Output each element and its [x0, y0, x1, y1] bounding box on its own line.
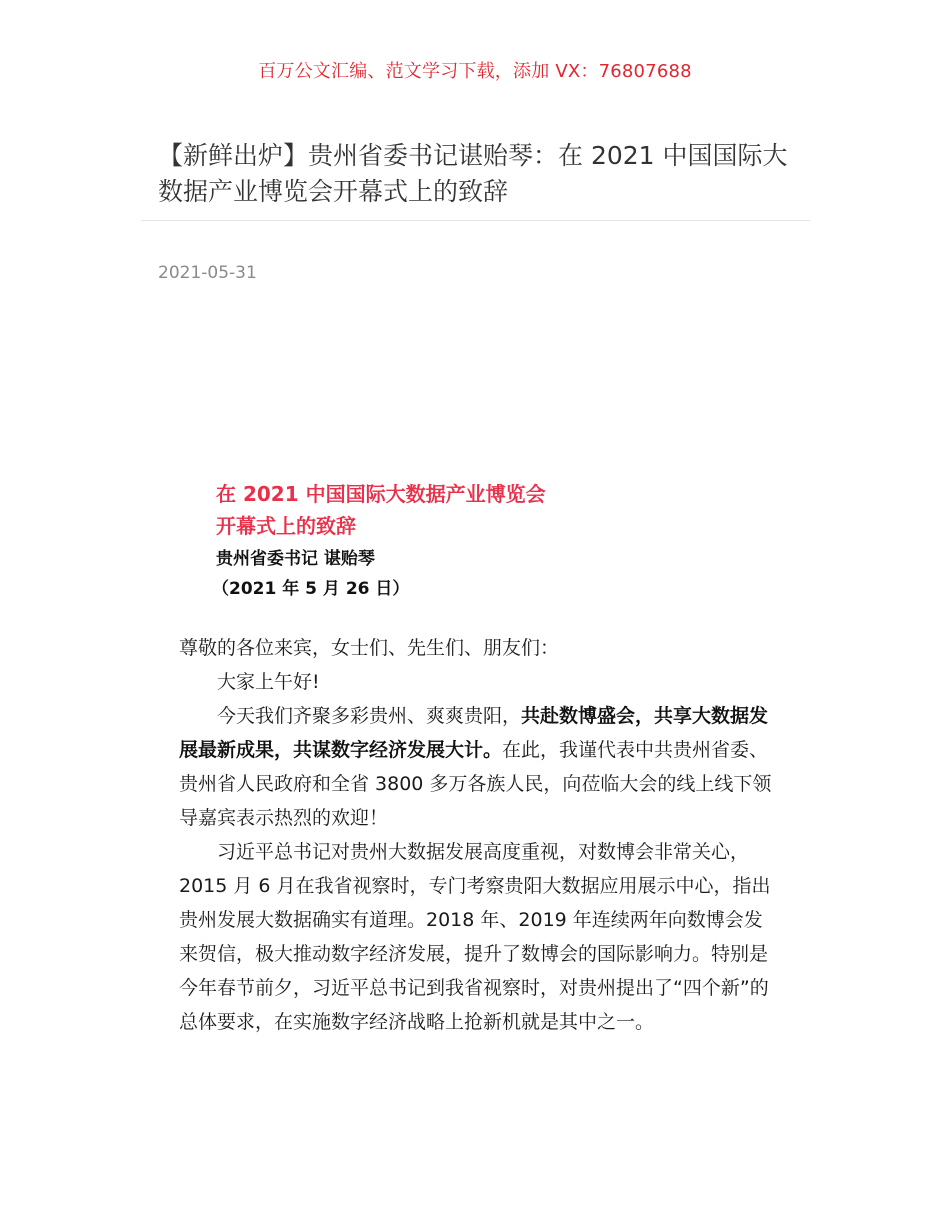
- speech-body: [179, 631, 777, 1039]
- promo-banner: 百万公文汇编、范文学习下载，添加 VX：76807688: [258, 61, 692, 82]
- speech-title-line-1: 在 2021 中国国际大数据产业博览会: [216, 482, 546, 506]
- paragraph-1-bold: 共赴数博盛会，共享大数据发展最新成果，共谋数字经济发展大计。: [179, 705, 769, 761]
- speech-header: [212, 478, 776, 604]
- publish-date: 2021-05-31: [158, 263, 257, 283]
- paragraph-1: [179, 699, 777, 835]
- speech-date: （2021 年 5 月 26 日）: [212, 579, 410, 599]
- greeting: 大家上午好!: [217, 671, 320, 693]
- paragraph-1-part-2: 在此，我谨代表中共贵州省委、贵州省人民政府和全省 3800 多万各族人民，向莅临大会的线上线下领导嘉宾表示热烈的欢迎！: [179, 739, 772, 829]
- paragraph-2: 习近平总书记对贵州大数据发展高度重视，对数博会非常关心，2015 月 6 月在我省视察时，专门考察贵阳大数据应用展示中心，指出贵州发展大数据确实有道理。2018 年、2019 年连续两年向数博会发来贺信，极大推动数字经济发展，提升了数博会的国际影响力。特别是今年春节前夕，习近平总书记到我省视察时，对贵州提出了“四个新”的总体要求，在实施数字经济战略上抢新机就是其中之一。: [179, 841, 771, 1033]
- paragraph-1-part-1: 今天我们齐聚多彩贵州、爽爽贵阳，: [217, 705, 522, 727]
- salutation: 尊敬的各位来宾，女士们、先生们、朋友们：: [179, 637, 560, 659]
- article-title: 【新鲜出炉】贵州省委书记谌贻琴：在 2021 中国国际大数据产业博览会开幕式上的致辞: [158, 141, 788, 206]
- speaker-name: 贵州省委书记 谌贻琴: [216, 549, 375, 569]
- title-divider: [141, 220, 810, 221]
- speech-title-line-2: 开幕式上的致辞: [216, 514, 356, 538]
